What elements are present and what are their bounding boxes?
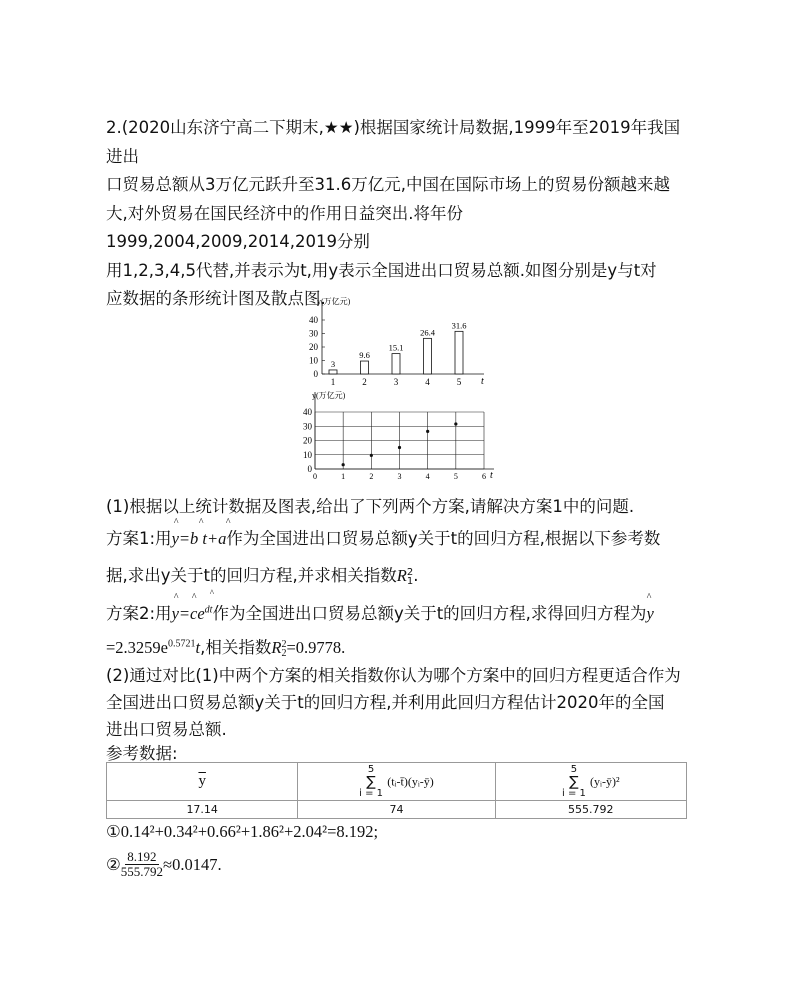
problem-line-3: 大,对外贸易在国民经济中的作用日益突出.将年份1999,2004,2009,2014,2019分别 <box>106 203 463 251</box>
part2-line-1: (2)通过对比(1)中两个方案的相关指数你认为哪个方案中的回归方程更适合作为 <box>106 666 681 685</box>
scatter-x-tick-label: 2 <box>369 472 374 481</box>
plan1-r-sup: 2 <box>406 566 414 578</box>
plan2-formula-text: y=ce <box>171 604 205 623</box>
bar-x-label: t <box>481 376 484 387</box>
bar-value-label: 26.4 <box>420 327 435 338</box>
problem-line-2: 口贸易总额从3万亿元跃升至31.6万亿元,中国在国际市场上的贸易份额越来越 <box>106 175 670 194</box>
scatter-x-tick-label: 3 <box>397 472 402 481</box>
value-sum-yy: 555.792 <box>495 801 686 819</box>
bar <box>329 370 337 374</box>
scatter-point <box>342 463 345 466</box>
plan1-r: R <box>396 566 407 585</box>
part2 <box>106 662 690 743</box>
sum-top-2: 5 <box>570 763 578 775</box>
scatter-chart <box>298 390 498 486</box>
bar <box>455 331 463 374</box>
scatter-point <box>426 430 429 433</box>
scatter-point <box>454 422 457 425</box>
plan2-formula: $y=ce^{dt}$ ^ ^ ^ <box>171 588 214 623</box>
scatter-y-tick-label: 40 <box>303 407 312 417</box>
note-2-denominator: 555.792 <box>120 864 164 879</box>
plan2-line <box>106 588 654 624</box>
plan2-label: 方案2:用 <box>106 604 172 623</box>
part2-line-2: 全国进出口贸易总额y关于t的回归方程,并利用此回归方程估计2020年的全国 <box>106 693 665 712</box>
note-2-fraction <box>121 850 163 879</box>
sum-symbol-2 <box>562 765 586 799</box>
bar-y-tick-label: 40 <box>309 315 318 325</box>
plan1-label: 方案1:用 <box>106 529 172 548</box>
plan2-r-sub: 2 <box>281 648 287 660</box>
scatter-point <box>398 446 401 449</box>
scatter-point <box>370 454 373 457</box>
plan2-text-b: 作为全国进出口贸易总额y关于t的回归方程,求得回归方程为 <box>212 604 647 623</box>
problem-statement <box>106 114 690 314</box>
note-2-prefix: ② <box>106 854 121 874</box>
scatter-y-tick-label: 0 <box>307 464 312 474</box>
plan1-text-c: 据,求出y关于t的回归方程,并求相关指数 <box>106 566 397 585</box>
sum-bottom-1: i = 1 <box>359 787 384 799</box>
bar-x-tick-label: 2 <box>362 377 367 387</box>
sum-sign-1: ∑ <box>366 773 376 790</box>
bar-x-tick-label: 5 <box>456 377 462 387</box>
note-2 <box>106 850 222 879</box>
plan1-formula: y=b t+a ^ ^ ^ <box>171 517 230 548</box>
bar-y-tick-label: 20 <box>309 342 318 352</box>
header-mean-y <box>107 763 298 801</box>
scatter-y-tick-label: 30 <box>303 421 312 432</box>
plan1-line <box>106 517 661 549</box>
plan2-eq-exp: 0.5721 <box>168 638 196 650</box>
bar-value-label: 3 <box>330 358 336 369</box>
problem-line-1: 2.(2020山东济宁高二下期末,★★)根据国家统计局数据,1999年至2019年我国进出 <box>106 118 681 166</box>
header-sum-ty-text: (tᵢ-t̄)(yᵢ-ȳ) <box>387 774 434 788</box>
plan2-hat-y: y ^ <box>646 592 654 623</box>
bar-x-tick-label: 1 <box>330 377 336 387</box>
scatter-y-tick-label: 20 <box>303 435 312 446</box>
bar-y-label: y(万亿元) <box>317 297 351 306</box>
bar-x-tick-label: 4 <box>425 377 430 387</box>
part1-intro: (1)根据以上统计数据及图表,给出了下列两个方案,请解决方案1中的问题. <box>106 497 635 516</box>
plan1-r-sub: 1 <box>406 575 414 587</box>
bar-value-label: 9.6 <box>359 350 370 361</box>
plan2-eq-label: ,相关指数 <box>200 638 272 657</box>
scatter-y-tick-label: 10 <box>303 449 312 460</box>
sum-bottom-2: i = 1 <box>561 787 586 799</box>
value-mean-y: 17.14 <box>107 801 298 819</box>
scatter-x-tick-label: 6 <box>482 472 486 481</box>
part2-line-3: 进出口贸易总额. <box>106 720 227 739</box>
bar <box>392 354 400 374</box>
problem-line-4: 用1,2,3,4,5代替,并表示为t,用y表示全国进出口贸易总额.如图分别是y与t对 <box>106 260 657 280</box>
header-sum-yy <box>495 763 686 801</box>
header-sum-ty <box>298 763 495 801</box>
plan2-formula-exp: dt <box>204 604 213 616</box>
scatter-x-tick-label: 0 <box>313 472 317 481</box>
bar <box>361 361 369 374</box>
bar-y-tick-label: 30 <box>309 328 318 339</box>
bar-y-tick-label: 10 <box>309 355 318 366</box>
plan1-formula-text: y=b t+a <box>171 529 227 548</box>
bar-y-tick-label: 0 <box>313 369 318 379</box>
header-sum-yy-text: (yᵢ-ȳ)² <box>590 774 620 788</box>
plan2-r-sup: 2 <box>281 639 287 651</box>
scatter-x-tick-label: 1 <box>341 472 346 481</box>
value-sum-ty: 74 <box>298 801 495 819</box>
problem-line-5: 应数据的条形统计图及散点图. <box>106 289 326 308</box>
plan2-hat-y-text: y <box>646 604 654 623</box>
bar-x-tick-label: 3 <box>393 377 399 387</box>
table-value-row <box>107 801 687 819</box>
sum-top-1: 5 <box>367 763 375 775</box>
table-header-row <box>107 763 687 801</box>
plan2-eq-base: =2.3259e <box>106 638 169 657</box>
scatter-x-tick-label: 5 <box>453 472 458 481</box>
sum-symbol-1 <box>359 765 383 799</box>
note-1: ①0.14²+0.34²+0.66²+1.86²+2.04²=8.192; <box>106 822 379 841</box>
scatter-x-tick-label: 4 <box>425 472 430 481</box>
bar-value-label: 15.1 <box>388 342 404 353</box>
plan2-line-2: $=2.3259e^{0.5721}t$,相关指数R 2 2 =0.9778. <box>106 638 346 660</box>
bar-value-label: 31.6 <box>451 320 467 331</box>
plan2-r-value: =0.9778. <box>286 638 346 657</box>
header-mean-y-text: $\overline{y}$ <box>198 773 206 789</box>
reference-title: 参考数据: <box>106 744 178 763</box>
plan1-line-2: 据,求出y关于t的回归方程,并求相关指数R 2 1 . <box>106 566 419 587</box>
note-2-suffix: ≈0.0147. <box>163 854 222 874</box>
bar-chart <box>298 296 498 390</box>
scatter-x-label: t <box>490 470 493 481</box>
plan2-r: R <box>271 638 282 657</box>
reference-table <box>106 762 687 819</box>
plan1-text-b: 作为全国进出口贸易总额y关于t的回归方程,根据以下参考数 <box>226 529 661 548</box>
note-2-numerator: 8.192 <box>127 849 157 864</box>
sum-sign-2: ∑ <box>569 773 579 790</box>
bar <box>424 338 432 374</box>
scatter-y-label: y(万亿元) <box>312 391 346 400</box>
